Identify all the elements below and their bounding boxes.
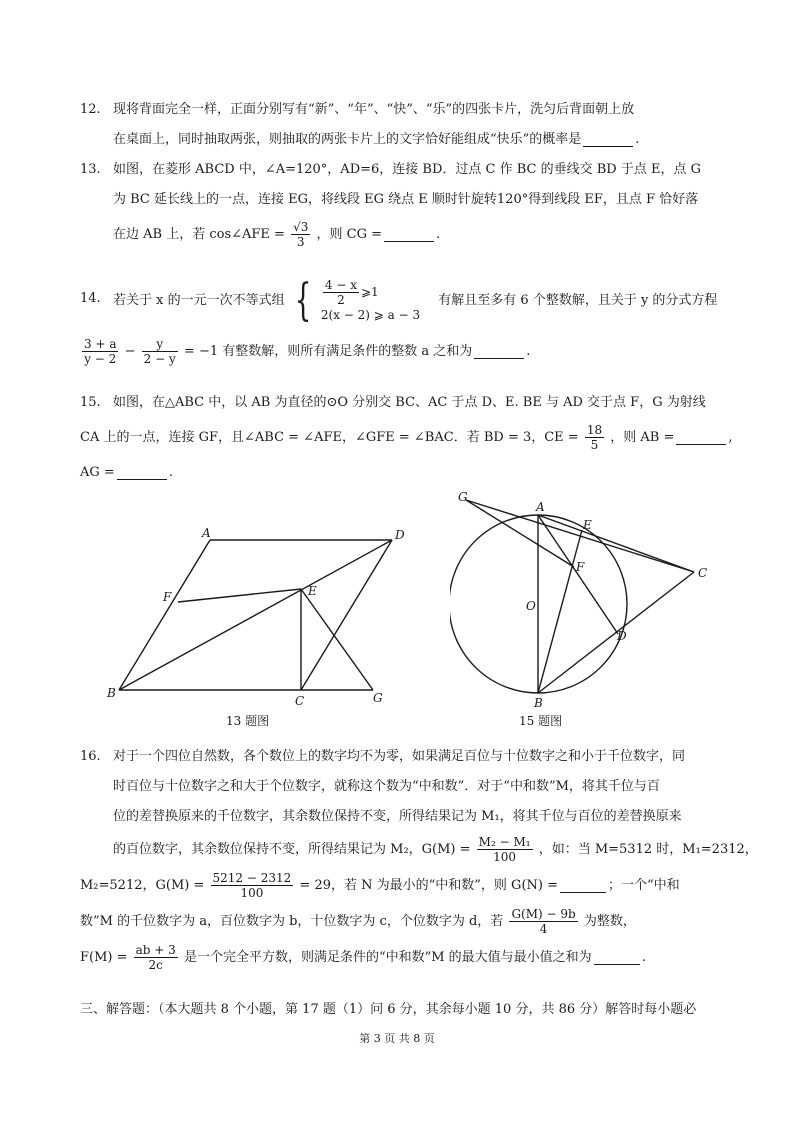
question-13: 13. 如图，在菱形 ABCD 中，∠A=120°，AD=6，连接 BD．过点 C 作 BC 的垂线交 BD 于点 E，点 G 为 BC 延长线上的一点，连接 EG，将线段 EG 绕点 E 顺时针旋转120°得到线段 EF，且点 F 恰好落 在边 AB 上，若 cos∠AFE = $\frac{√3}{3}$ ，则 CG = . bbox=[80, 155, 720, 255]
question-text: M₂=5212，G(M) = bbox=[80, 878, 205, 893]
answer-blank[interactable] bbox=[583, 132, 633, 147]
question-text: 为整数， bbox=[583, 914, 636, 929]
edge-bc bbox=[538, 572, 694, 693]
point-label: E bbox=[308, 584, 317, 598]
question-text: ，则 AB = bbox=[610, 430, 675, 445]
point-label: G bbox=[373, 691, 383, 705]
system-brace: { bbox=[294, 274, 312, 326]
edge-ac bbox=[538, 515, 694, 572]
question-text: ，如：当 M=5312 时，M₁=2312， bbox=[538, 842, 758, 857]
point-label: G bbox=[458, 490, 468, 504]
question-number: 13. bbox=[80, 162, 101, 177]
question-number: 14. bbox=[80, 291, 101, 306]
segment-be bbox=[538, 530, 582, 693]
point-label: F bbox=[163, 590, 172, 604]
question-text: 如图，在△ABC 中，以 AB 为直径的⊙O 分别交 BC、AC 于点 D、E. BE 与 AD 交于点 F，G 为射线 bbox=[113, 395, 706, 410]
point-label: A bbox=[536, 500, 545, 514]
question-number: 16. bbox=[80, 749, 101, 764]
fraction-2: $\frac{y}{2 - y}$ bbox=[143, 337, 176, 366]
figure-13-caption: 13 题图 bbox=[226, 714, 270, 728]
question-text: 为 BC 延长线上的一点，连接 EG，将线段 EG 绕点 E 顺时针旋转120°得到线段 EF，且点 F 恰好落 bbox=[113, 192, 699, 207]
question-15: 15. 如图，在△ABC 中，以 AB 为直径的⊙O 分别交 BC、AC 于点 D、E. BE 与 AD 交于点 F，G 为射线 CA 上的一点，连接 GF，且∠ABC = ∠AFE，∠GFE = ∠BAC．若 BD = 3，CE = $\frac{18}{5}$ ，则 AB = , AG = . bbox=[80, 388, 720, 488]
question-14: 14. 若关于 x 的一元一次不等式组 { $\frac{4 - x}{2}$ ⩾1 2(x − 2) ⩾ a − 3 有解且至多有 6 个整数解，且关于 y 的分式方程 $\frac{3 + a}{y - 2}$ − $\frac{y}{2 - y}$ = −1 有整数解，则所有满足条件的整数 a 之和为 . bbox=[80, 274, 718, 366]
point-label: E bbox=[583, 518, 592, 532]
question-number: 15. bbox=[80, 395, 101, 410]
ce-fraction: $\frac{18}{5}$ bbox=[586, 423, 603, 452]
question-text: 现将背面完全一样，正面分别写有“新”、“年”、“快”、“乐”的四张卡片，洗匀后背面朝上放 bbox=[113, 102, 635, 117]
question-text: 对于一个四位自然数，各个数位上的数字均不为零，如果满足百位与十位数字之和小于千位数字，同 bbox=[113, 749, 686, 764]
f-definition-fraction: $\frac{ab + 3}{2c}$ bbox=[135, 943, 176, 972]
answer-blank[interactable] bbox=[676, 430, 726, 445]
answer-blank[interactable] bbox=[560, 878, 606, 893]
point-label: B bbox=[107, 686, 116, 700]
question-12: 12. 现将背面完全一样，正面分别写有“新”、“年”、“快”、“乐”的四张卡片，洗匀后背面朝上放 在桌面上，同时抽取两张，则抽取的两张卡片上的文字恰好能组成“快乐”的概率是 . bbox=[80, 95, 720, 155]
edge-dc bbox=[301, 540, 392, 690]
question-text: = 29，若 N 为最小的“中和数”，则 G(N) = bbox=[299, 878, 558, 893]
point-label: O bbox=[526, 599, 536, 613]
minus-sign: − bbox=[124, 344, 136, 359]
question-text: = −1 有整数解，则所有满足条件的整数 a 之和为 bbox=[183, 344, 473, 359]
question-number: 12. bbox=[80, 102, 101, 117]
point-label: A bbox=[202, 526, 211, 540]
diagonal-bd bbox=[119, 540, 392, 690]
question-text: CA 上的一点，连接 GF，且∠ABC = ∠AFE，∠GFE = ∠BAC．若 BD = 3，CE = bbox=[80, 430, 579, 445]
point-label: C bbox=[698, 566, 708, 580]
point-label: B bbox=[534, 696, 543, 710]
question-text: 位的差替换原来的千位数字，其余数位保持不变，所得结果记为 M₁，将其千位与百位的差替换原来 bbox=[113, 809, 682, 824]
figure-15-caption: 15 题图 bbox=[519, 714, 563, 728]
question-16: 16. 对于一个四位自然数，各个数位上的数字均不为零，如果满足百位与十位数字之和小于千位数字，同 时百位与十位数字之和大于个位数字，就称这个数为“中和数”．对于“中和数”M，将其千位与百 位的差替换原来的千位数字，其余数位保持不变，所得结果记为 M₁，将其千位与百位的差替换原来 的百位数字，其余数位保持不变，所得结果记为 M₂，G(M) = $\frac{\text{M₂ − M₁}}{100}$ ，如：当 M=5312 时，M₁=2312， M₂=5212，G(M) = $\frac{5212 - 2312}{100}$ = 29，若 N 为最小的“中和数”，则 G(N) = ；一个“中和 数”M 的千位数字为 a，百位数字为 b，十位数字为 c，个位数字为 d，若 $\frac{G(M) - 9b}{4}$ 为整数， F(M) = $\frac{ab + 3}{2c}$ 是一个完全平方数，则满足条件的“中和数”M 的最大值与最小值之和为 . bbox=[80, 742, 720, 976]
point-label: C bbox=[295, 694, 305, 708]
question-text: 如图，在菱形 ABCD 中，∠A=120°，AD=6，连接 BD．过点 C 作 BC 的垂线交 BD 于点 E，点 G bbox=[113, 162, 701, 177]
edge-ab bbox=[119, 540, 210, 690]
condition-fraction: $\frac{G(M) - 9b}{4}$ bbox=[511, 907, 576, 936]
question-text: ，则 CG = bbox=[316, 227, 382, 242]
cos-fraction: $\frac{√3}{3}$ bbox=[293, 220, 309, 249]
question-text: ；一个“中和 bbox=[607, 878, 680, 893]
section-3-header bbox=[80, 995, 720, 1025]
segment-ad bbox=[538, 515, 618, 634]
segment-gf bbox=[466, 500, 574, 567]
question-text: 的百位数字，其余数位保持不变，所得结果记为 M₂，G(M) = bbox=[113, 842, 471, 857]
segment-eg bbox=[301, 589, 373, 690]
figure-15-circle bbox=[450, 485, 720, 710]
example-fraction: $\frac{5212 - 2312}{100}$ bbox=[212, 871, 292, 900]
g-definition-fraction: $\frac{\text{M₂ − M₁}}{100}$ bbox=[478, 835, 531, 864]
question-text: 若关于 x 的一元一次不等式组 bbox=[113, 293, 285, 308]
question-text: F(M) = bbox=[80, 950, 128, 965]
question-text: 有解且至多有 6 个整数解，且关于 y 的分式方程 bbox=[438, 293, 718, 308]
section-text: 三、解答题：（本大题共 8 个小题，第 17 题（1）问 6 分，其余每小题 10 分，共 86 分）解答时每小题必 bbox=[80, 1002, 697, 1017]
fraction-1: $\frac{3 + a}{y - 2}$ bbox=[84, 337, 117, 366]
question-text: 时百位与十位数字之和大于个位数字，就称这个数为“中和数”．对于“中和数”M，将其千位与百 bbox=[113, 779, 660, 794]
inequality-system: $\frac{4 - x}{2}$ ⩾1 2(x − 2) ⩾ a − 3 bbox=[320, 278, 421, 322]
question-text: 数”M 的千位数字为 a，百位数字为 b，十位数字为 c，个位数字为 d，若 bbox=[80, 914, 504, 929]
answer-blank[interactable] bbox=[594, 950, 640, 965]
question-text: 在桌面上，同时抽取两张，则抽取的两张卡片上的文字恰好能组成“快乐”的概率是 bbox=[113, 132, 582, 147]
point-label: F bbox=[576, 560, 585, 574]
page-footer: 第 3 页 共 8 页 bbox=[359, 1032, 435, 1045]
question-text: AG = bbox=[80, 465, 115, 480]
point-label: D bbox=[617, 629, 627, 643]
question-text: 是一个完全平方数，则满足条件的“中和数”M 的最大值与最小值之和为 bbox=[183, 950, 592, 965]
answer-blank[interactable] bbox=[117, 465, 167, 480]
question-text: 在边 AB 上，若 cos∠AFE = bbox=[113, 227, 285, 242]
answer-blank[interactable] bbox=[384, 227, 434, 242]
figure-13-rhombus bbox=[105, 525, 405, 710]
answer-blank[interactable] bbox=[474, 344, 524, 359]
point-label: D bbox=[395, 528, 405, 542]
